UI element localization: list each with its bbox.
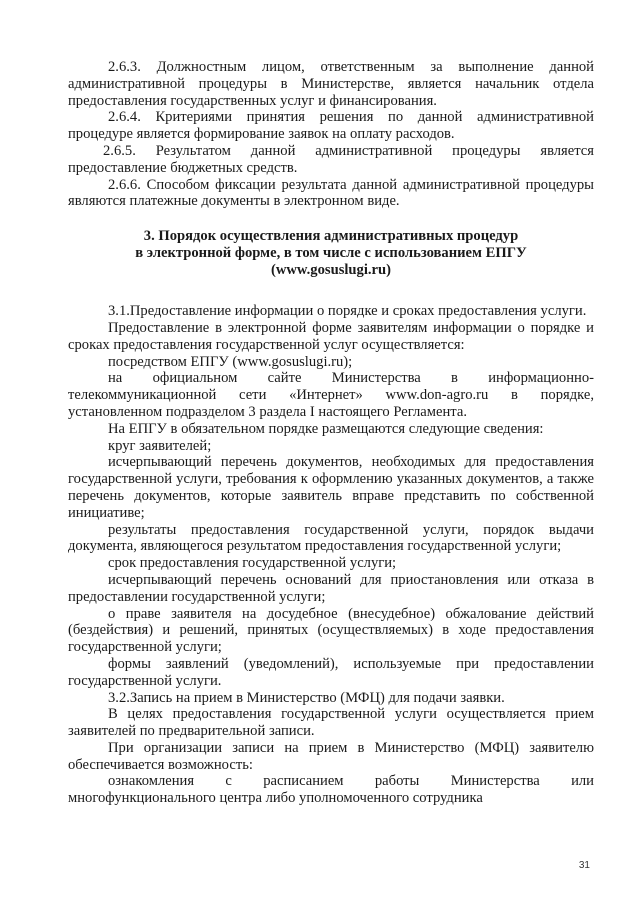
list-item-documents: исчерпывающий перечень документов, необходимых для предоставления государственной услуги, требования к оформлению указанных документов, а также перечень документов, которые заявитель вправе представить по собственной инициативе; (68, 454, 594, 521)
paragraph-3-1: 3.1.Предоставление информации о порядке и сроках предоставления услуги. (108, 303, 587, 320)
paragraph-via-epgu: посредством ЕПГУ (www.gosuslugi.ru); (108, 353, 353, 370)
paragraph-3-2: 3.2.Запись на прием в Министерство (МФЦ) для подачи заявки. (108, 689, 505, 706)
paragraph-pre-registration: В целях предоставления государственной услуги осуществляется прием заявителей по предварительной записи. (68, 706, 594, 740)
heading-line-2: в электронной форме, в том числе с использованием ЕПГУ (135, 245, 527, 262)
list-item-forms: формы заявлений (уведомлений), используемые при предоставлении государственной услуги. (68, 655, 594, 689)
paragraph-2-6-6: 2.6.6. Способом фиксации результата данной административной процедуры являются платежные документы в электронном виде. (68, 176, 594, 210)
paragraph-2-6-3: 2.6.3. Должностным лицом, ответственным за выполнение данной административной процедуры в Министерстве, является начальник отдела предоставления государственных услуг и финансирования. (68, 59, 594, 109)
paragraph-2-6-5: 2.6.5. Результатом данной административной процедуры является предоставление бюджетных средств. (68, 142, 594, 176)
section-heading (68, 228, 594, 279)
spacer (68, 279, 594, 303)
paragraph-electronic-info: Предоставление в электронной форме заявителям информации о порядке и сроках предоставления государственной услуг осуществляется: (68, 319, 594, 353)
heading-line-1: 3. Порядок осуществления административных процедур (143, 228, 519, 245)
document-page (68, 59, 594, 807)
paragraph-official-site: на официальном сайте Министерства в информационно-телекоммуникационной сети «Интернет» www.don-agro.ru в порядке, установленном подразделом 3 раздела I настоящего Регламента. (68, 370, 594, 420)
list-item-results: результаты предоставления государственной услуги, порядок выдачи документа, являющегося результатом предоставления государственной услуги; (68, 521, 594, 555)
list-item-grounds: исчерпывающий перечень оснований для приостановления или отказа в предоставлении государственной услуги; (68, 571, 594, 605)
list-item-appeal: о праве заявителя на досудебное (внесудебное) обжалование действий (бездействия) и решений, принятых (осуществляемых) в ходе предоставления государственной услуги; (68, 605, 594, 656)
heading-line-3: (www.gosuslugi.ru) (270, 262, 391, 279)
paragraph-registration-options: При организации записи на прием в Министерство (МФЦ) заявителю обеспечивается возможность: (68, 739, 594, 773)
list-item-term: срок предоставления государственной услуги; (108, 555, 397, 572)
list-item-applicants: круг заявителей; (108, 437, 212, 454)
paragraph-epgu-info: На ЕПГУ в обязательном порядке размещаются следующие сведения: (108, 420, 544, 437)
spacer (68, 210, 594, 228)
paragraph-2-6-4: 2.6.4. Критериями принятия решения по данной административной процедуре является формирование заявок на оплату расходов. (68, 109, 594, 143)
page-number: 31 (578, 860, 590, 871)
paragraph-schedule: ознакомления с расписанием работы Министерства или многофункционального центра либо уполномоченного сотрудника (68, 773, 594, 807)
